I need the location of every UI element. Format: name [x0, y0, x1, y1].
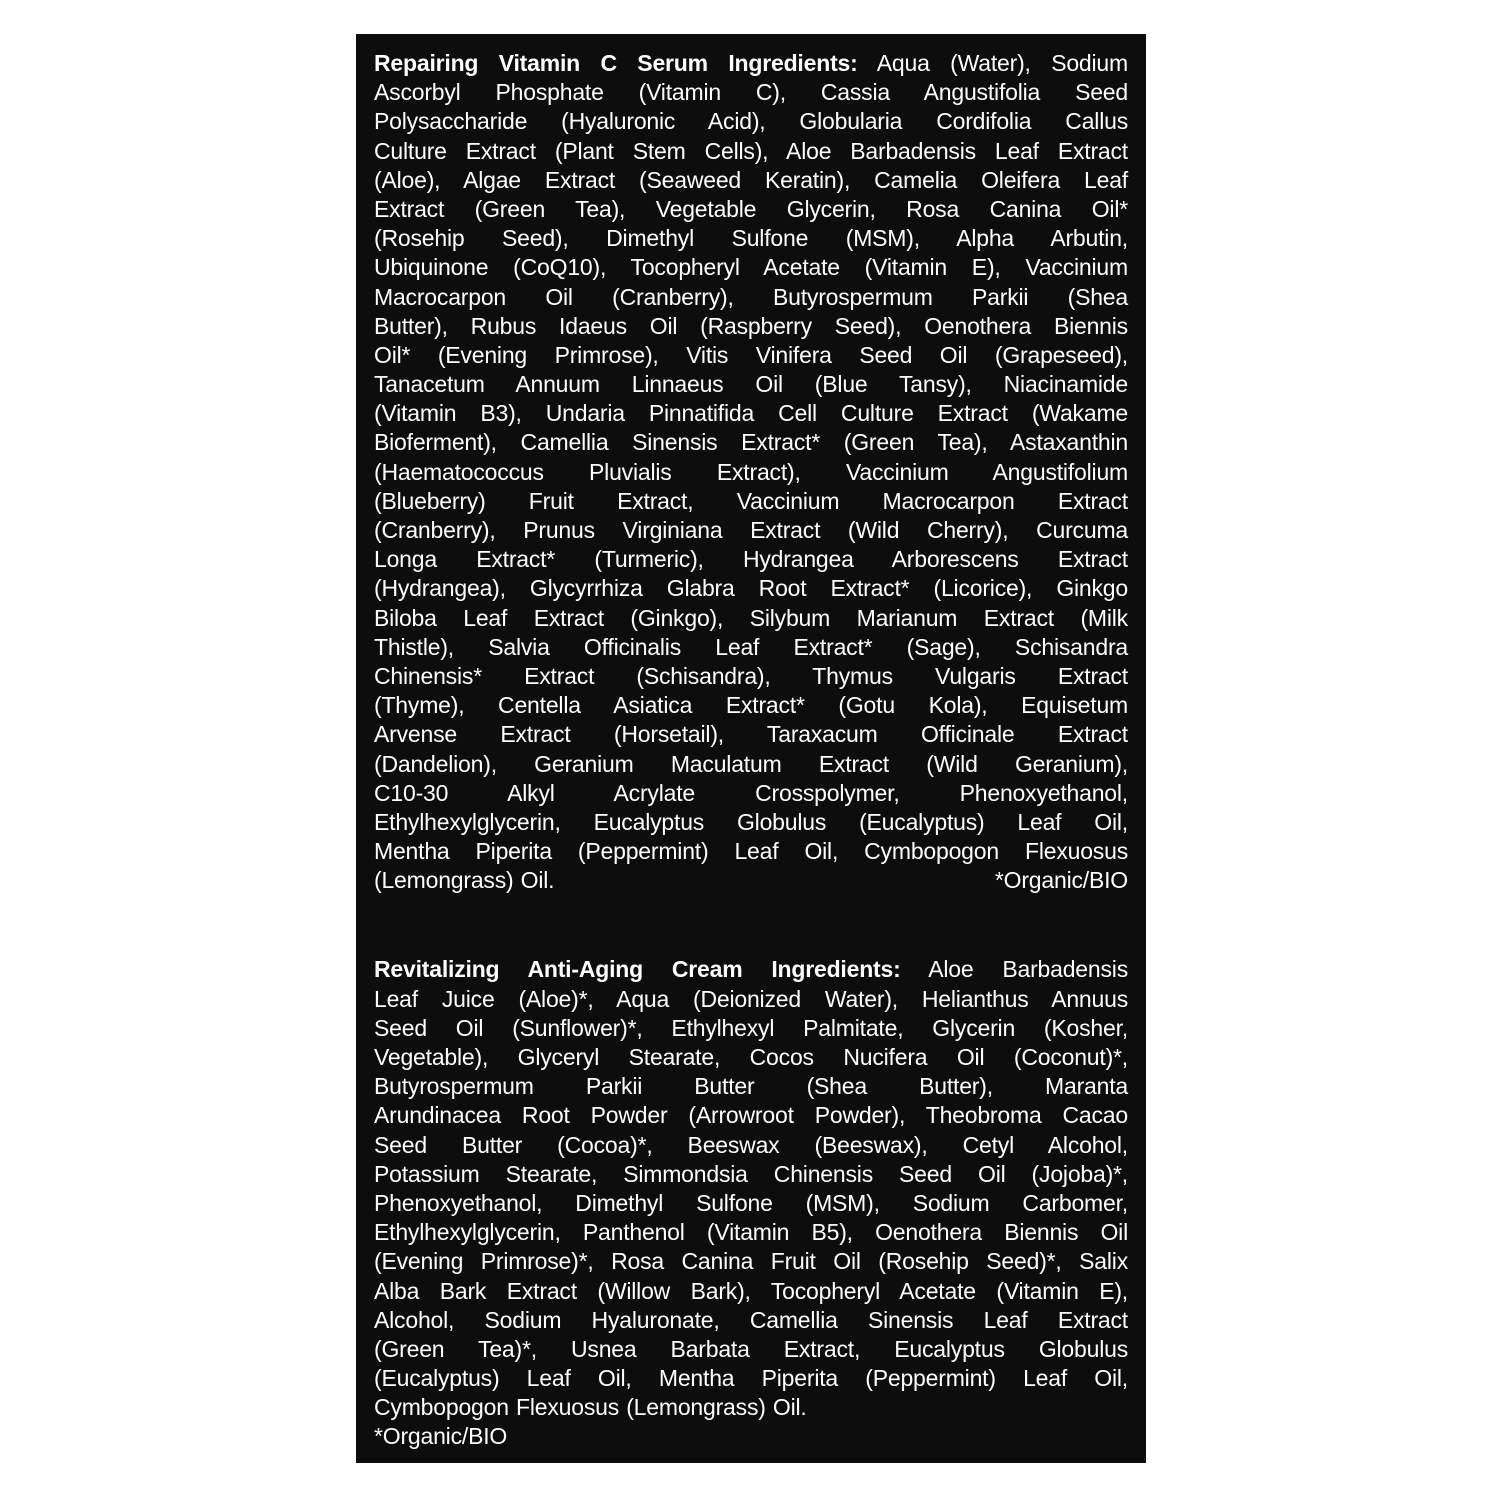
serum-first-line [374, 49, 1128, 78]
ingredient-line: (Green Tea)*, Usnea Barbata Extract, Eucalyptus Globulus [374, 1335, 1128, 1362]
ingredient-line: Butter), Rubus Idaeus Oil (Raspberry Seed), Oenothera Biennis [374, 312, 1128, 339]
ingredient-line: Biloba Leaf Extract (Ginkgo), Silybum Marianum Extract (Milk [374, 604, 1128, 631]
ingredient-line: Ethylhexylglycerin, Panthenol (Vitamin B5), Oenothera Biennis Oil [374, 1219, 1128, 1246]
serum-heading: Repairing Vitamin C Serum Ingredients: [374, 50, 858, 76]
cream-ingredients-section [374, 955, 1128, 1451]
ingredient-line: Polysaccharide (Hyaluronic Acid), Globularia Cordifolia Callus [374, 108, 1128, 135]
serum-lines [374, 78, 1128, 866]
ingredient-line: Ethylhexylglycerin, Eucalyptus Globulus (Eucalyptus) Leaf Oil, [374, 808, 1128, 835]
serum-first-line-rest: Aqua (Water), Sodium [857, 50, 1128, 76]
ingredient-line: Longa Extract* (Turmeric), Hydrangea Arborescens Extract [374, 546, 1128, 573]
ingredient-line: Phenoxyethanol, Dimethyl Sulfone (MSM), Sodium Carbomer, [374, 1189, 1128, 1216]
ingredient-line: (Vitamin B3), Undaria Pinnatifida Cell Culture Extract (Wakame [374, 400, 1128, 427]
serum-last-line [374, 866, 1128, 895]
ingredient-line: Chinensis* Extract (Schisandra), Thymus Vulgaris Extract [374, 662, 1128, 689]
ingredient-line: (Rosehip Seed), Dimethyl Sulfone (MSM), Alpha Arbutin, [374, 225, 1128, 252]
ingredient-line: (Cranberry), Prunus Virginiana Extract (Wild Cherry), Curcuma [374, 517, 1128, 543]
ingredient-line: Leaf Juice (Aloe)*, Aqua (Deionized Water), Helianthus Annuus [374, 985, 1128, 1012]
ingredient-line: Culture Extract (Plant Stem Cells), Aloe Barbadensis Leaf Extract [374, 137, 1128, 164]
ingredient-line: Alba Bark Extract (Willow Bark), Tocopheryl Acetate (Vitamin E), [374, 1277, 1128, 1304]
ingredient-line: (Hydrangea), Glycyrrhiza Glabra Root Extract* (Licorice), Ginkgo [374, 575, 1128, 602]
cream-first-line-rest: Aloe Barbadensis [900, 956, 1128, 983]
serum-organic-bio-note: *Organic/BIO [994, 867, 1128, 894]
ingredient-line: Ubiquinone (CoQ10), Tocopheryl Acetate (Vitamin E), Vaccinium [374, 254, 1128, 281]
ingredient-line: Seed Butter (Cocoa)*, Beeswax (Beeswax), Cetyl Alcohol, [374, 1131, 1128, 1158]
ingredient-line: (Eucalyptus) Leaf Oil, Mentha Piperita (Peppermint) Leaf Oil, [374, 1365, 1128, 1392]
serum-ingredients-section [374, 49, 1128, 895]
cream-last-line: Cymbopogon Flexuosus (Lemongrass) Oil. [374, 1394, 807, 1421]
ingredient-line: (Aloe), Algae Extract (Seaweed Keratin), Camelia Oleifera Leaf [374, 166, 1128, 193]
ingredient-line: Seed Oil (Sunflower)*, Ethylhexyl Palmitate, Glycerin (Kosher, [374, 1014, 1128, 1041]
ingredient-line: (Dandelion), Geranium Maculatum Extract (Wild Geranium), [374, 750, 1128, 777]
ingredient-line: Bioferment), Camellia Sinensis Extract* (Green Tea), Astaxanthin [374, 429, 1128, 456]
ingredient-line: Thistle), Salvia Officinalis Leaf Extract* (Sage), Schisandra [374, 633, 1128, 660]
ingredient-line: C10-30 Alkyl Acrylate Crosspolymer, Phenoxyethanol, [374, 779, 1128, 806]
ingredient-line: Tanacetum Annuum Linnaeus Oil (Blue Tansy), Niacinamide [374, 371, 1128, 398]
ingredient-line: Alcohol, Sodium Hyaluronate, Camellia Sinensis Leaf Extract [374, 1306, 1128, 1333]
ingredient-line: Potassium Stearate, Simmondsia Chinensis Seed Oil (Jojoba)*, [374, 1160, 1128, 1187]
ingredient-line: (Evening Primrose)*, Rosa Canina Fruit Oil (Rosehip Seed)*, Salix [374, 1248, 1128, 1275]
ingredient-line: (Blueberry) Fruit Extract, Vaccinium Macrocarpon Extract [374, 487, 1128, 514]
ingredient-line: Vegetable), Glyceryl Stearate, Cocos Nucifera Oil (Coconut)*, [374, 1044, 1128, 1070]
ingredient-line: (Haematococcus Pluvialis Extract), Vaccinium Angustifolium [374, 458, 1128, 485]
ingredient-line: Oil* (Evening Primrose), Vitis Vinifera Seed Oil (Grapeseed), [374, 341, 1128, 368]
ingredient-line: (Thyme), Centella Asiatica Extract* (Gotu Kola), Equisetum [374, 692, 1128, 719]
ingredient-line: Arundinacea Root Powder (Arrowroot Powder), Theobroma Cacao [374, 1102, 1128, 1129]
ingredients-label-panel [356, 34, 1146, 1463]
cream-heading: Revitalizing Anti-Aging Cream Ingredients: [374, 956, 901, 983]
serum-last-line-text: (Lemongrass) Oil. [374, 867, 555, 894]
ingredient-line: Ascorbyl Phosphate (Vitamin C), Cassia Angustifolia Seed [374, 79, 1128, 106]
cream-lines [374, 985, 1128, 1394]
cream-organic-bio-note: *Organic/BIO [374, 1423, 508, 1450]
ingredient-line: Mentha Piperita (Peppermint) Leaf Oil, Cymbopogon Flexuosus [374, 838, 1128, 865]
ingredient-line: Butyrospermum Parkii Butter (Shea Butter), Maranta [374, 1073, 1128, 1100]
cream-first-line [374, 955, 1128, 984]
ingredient-line: Extract (Green Tea), Vegetable Glycerin, Rosa Canina Oil* [374, 195, 1128, 222]
ingredient-line: Macrocarpon Oil (Cranberry), Butyrospermum Parkii (Shea [374, 283, 1128, 310]
ingredient-line: Arvense Extract (Horsetail), Taraxacum Officinale Extract [374, 721, 1128, 748]
